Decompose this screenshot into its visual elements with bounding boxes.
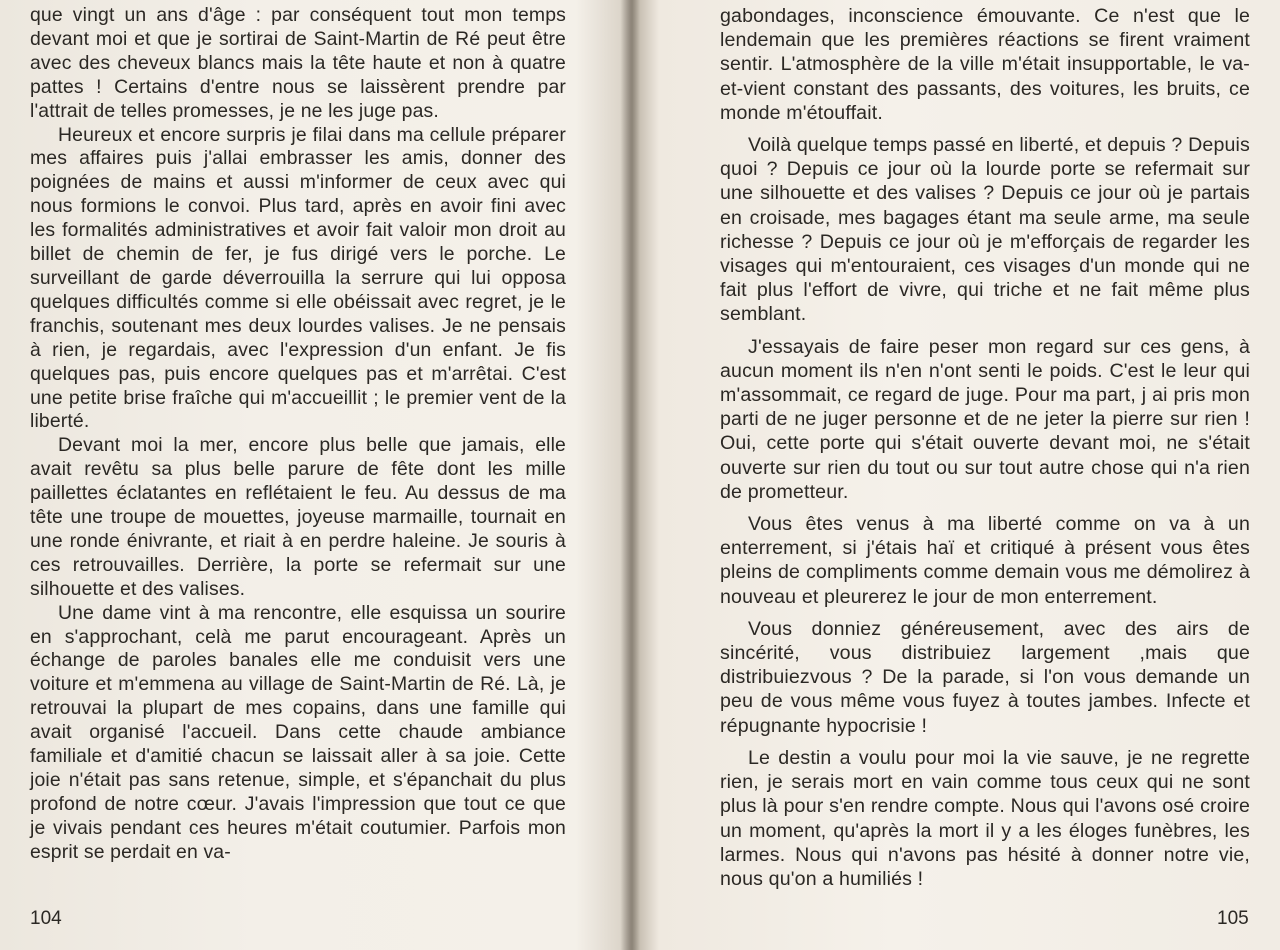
left-page-number: 104: [30, 908, 62, 929]
right-page-number: 105: [1217, 908, 1249, 929]
right-paragraph-1: gabondages, inconscience émouvante. Ce n'est que le lendemain que les premières réactions se firent vraiment sentir. L'atmosphère de la ville m'était insupportable, le va-et-vient constant des passants, des voitures, les bruits, ce monde m'étouffait.: [720, 5, 1250, 124]
right-page: [720, 4, 1250, 891]
left-paragraph-4: Une dame vint à ma rencontre, elle esquissa un sourire en s'approchant, celà me parut encourageant. Après un échange de paroles banales elle me conduisit vers une voiture et m'emmena au village de Saint-Martin de Ré. Là, je retrouvai la plupart de mes copains, dans une famille qui avait organisé l'accueil. Dans cette chaude ambiance familiale et d'amitié chacun se laissait aller à sa joie. Cette joie n'était pas sans retenue, simple, et s'épanchait du plus profond de notre cœur. J'avais l'impression que tout ce que je vivais pendant ces heures m'était coutumier. Parfois mon esprit se perdait en va-: [30, 601, 566, 863]
right-paragraph-3: J'essayais de faire peser mon regard sur ces gens, à aucun moment ils n'en n'ont senti le poids. C'est le leur qui m'assommait, ce regard de juge. Pour ma part, j ai pris mon parti de ne juger personne et de ne jeter la pierre sur rien ! Oui, cette porte qui s'était ouverte devant moi, ne s'était ouverte sur rien du tout ou sur tout autre chose qui n'a rien de prometteur.: [720, 335, 1250, 503]
left-paragraph-3: Devant moi la mer, encore plus belle que jamais, elle avait revêtu sa plus belle parure de fête dont les mille paillettes éclatantes en reflétaient le feu. Au dessus de ma tête une troupe de mouettes, joyeuse marmaille, tournait en une ronde énivrante, et riait à en perdre haleine. Je souris à ces retrouvailles. Derrière, la porte se refermait sur une silhouette et des valises.: [30, 434, 566, 600]
right-paragraph-5: Vous donniez généreusement, avec des airs de sincérité, vous distribuiez largement ,mais que distribuiezvous ? De la parade, si l'on vous demande un peu de vous même vous fuyez à toutes jambes. Infecte et répugnante hypocrisie !: [720, 617, 1250, 737]
left-paragraph-2: Heureux et encore surpris je filai dans ma cellule préparer mes affaires puis j'allai embrasser les amis, donner des poignées de mains et aussi m'informer de ceux avec qui nous formions le convoi. Plus tard, après en avoir fini avec les formalités administratives et avoir fait valoir mon droit au billet de chemin de fer, je fus dirigé vers le porche. Le surveillant de garde déverrouilla la serrure qui lui opposa quelques difficultés comme si elle obéissait avec regret, je le franchis, soutenant mes deux lourdes valises. Je ne pensais à rien, je regardais, avec l'expression d'un enfant. Je fis quelques pas, puis encore quelques pas et m'arrêtai. C'est une petite brise fraîche qui m'accueillit ; le premier vent de la liberté.: [30, 123, 566, 433]
book-gutter: [620, 0, 640, 950]
right-paragraph-2: Voilà quelque temps passé en liberté, et depuis ? Depuis quoi ? Depuis ce jour où la lourde porte se refermait sur une silhouette et des valises ? Depuis ce jour où je partais en croisade, mes bagages étant ma seule arme, ma seule richesse ? Depuis ce jour où je m'efforçais de regarder les visages qui m'entouraient, ces visages d'un monde qui ne fait plus l'effort de vivre, qui triche et ne fait même plus semblant.: [720, 134, 1250, 326]
right-paragraph-4: Vous êtes venus à ma liberté comme on va à un enterrement, si j'étais haï et critiqué à présent vous êtes pleins de compliments comme demain vous me démolirez à nouveau et pleurerez le jour de mon enterrement.: [720, 513, 1250, 608]
right-paragraph-6: Le destin a voulu pour moi la vie sauve, je ne regrette rien, je serais mort en vain comme tous ceux qui ne sont plus là pour s'en rendre compte. Nous qui l'avons osé croire un moment, qu'après la mort il y a les éloges funèbres, les larmes. Nous qui n'avons pas hésité à donner notre vie, nous qu'on a humiliés !: [720, 746, 1250, 890]
left-paragraph-1: que vingt un ans d'âge : par conséquent tout mon temps devant moi et que je sortirai de Saint-Martin de Ré peut être avec des cheveux blancs mais la tête haute et non à quatre pattes ! Certains d'entre nous se laissèrent prendre par l'attrait de telles promesses, je ne les juge pas.: [30, 4, 566, 122]
left-page: [30, 4, 566, 865]
